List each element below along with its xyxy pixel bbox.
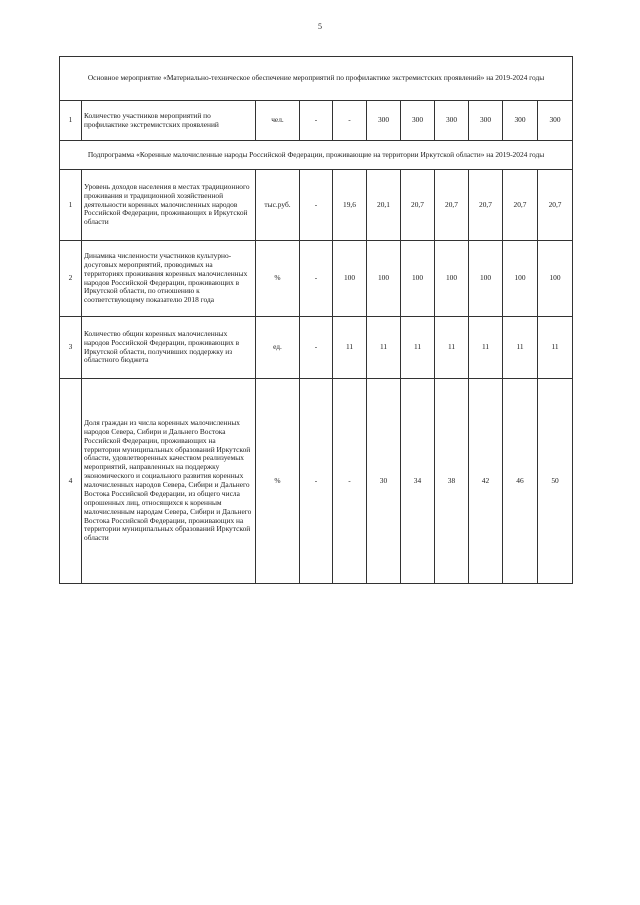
indicator-name: Количество участников мероприятий по профилактике экстремистских проявлений	[82, 101, 256, 141]
value-cell: 100	[538, 241, 573, 317]
value-cell: 100	[469, 241, 503, 317]
value-cell: 11	[503, 317, 538, 379]
section-row	[60, 57, 573, 101]
page-number: 5	[318, 22, 322, 31]
section-row	[60, 141, 573, 170]
indicators-table	[59, 56, 573, 584]
value-cell: 300	[503, 101, 538, 141]
value-cell: 11	[435, 317, 469, 379]
table-row	[60, 241, 573, 317]
row-number: 1	[60, 101, 82, 141]
table-row	[60, 101, 573, 141]
value-cell: 11	[469, 317, 503, 379]
table-row	[60, 379, 573, 584]
value-cell: 300	[469, 101, 503, 141]
value-cell: 100	[367, 241, 401, 317]
value-cell: 300	[538, 101, 573, 141]
value-cell: 300	[367, 101, 401, 141]
value-cell: 30	[367, 379, 401, 584]
row-number: 1	[60, 170, 82, 241]
unit-cell: %	[256, 241, 300, 317]
value-cell: 100	[333, 241, 367, 317]
unit-cell: чел.	[256, 101, 300, 141]
value-cell: 20,7	[538, 170, 573, 241]
indicator-name: Динамика численности участников культурно-досуговых мероприятий, проводимых на территориях проживания коренных малочисленных народов Российской Федерации, проживающих в Иркутской области, по отношению к соответствующему показателю 2018 года	[82, 241, 256, 317]
value-cell: -	[300, 170, 333, 241]
value-cell: 20,7	[503, 170, 538, 241]
value-cell: 11	[333, 317, 367, 379]
value-cell: 34	[401, 379, 435, 584]
value-cell: 20,1	[367, 170, 401, 241]
value-cell: 20,7	[401, 170, 435, 241]
value-cell: 300	[435, 101, 469, 141]
value-cell: 300	[401, 101, 435, 141]
value-cell: -	[333, 101, 367, 141]
value-cell: 11	[538, 317, 573, 379]
section-title: Подпрограмма «Коренные малочисленные народы Российской Федерации, проживающие на территории Иркутской области» на 2019-2024 годы	[60, 141, 573, 170]
indicator-name: Уровень доходов населения в местах традиционного проживания и традиционной хозяйственной деятельности коренных малочисленных народов Российской Федерации, проживающих в Иркутской области	[82, 170, 256, 241]
unit-cell: %	[256, 379, 300, 584]
value-cell: 11	[401, 317, 435, 379]
value-cell: 100	[503, 241, 538, 317]
value-cell: 19,6	[333, 170, 367, 241]
row-number: 2	[60, 241, 82, 317]
value-cell: 100	[401, 241, 435, 317]
value-cell: 46	[503, 379, 538, 584]
value-cell: 20,7	[435, 170, 469, 241]
indicator-name: Количество общин коренных малочисленных народов Российской Федерации, проживающих в Иркутской области, получивших поддержку из областного бюджета	[82, 317, 256, 379]
value-cell: 100	[435, 241, 469, 317]
value-cell: -	[300, 101, 333, 141]
value-cell: 11	[367, 317, 401, 379]
section-title: Основное мероприятие «Материально-техническое обеспечение мероприятий по профилактике экстремистских проявлений» на 2019-2024 годы	[60, 57, 573, 101]
row-number: 4	[60, 379, 82, 584]
value-cell: 38	[435, 379, 469, 584]
indicator-name: Доля граждан из числа коренных малочисленных народов Севера, Сибири и Дальнего Востока Российской Федерации, проживающих на территории муниципальных образований Иркутской области, удовлетворенных качеством реализуемых мероприятий, направленных на поддержку экономического и социального развития коренных малочисленных народов Севера, Сибири и Дальнего Востока Российской Федерации, из общего числа опрошенных лиц, относящихся к коренным малочисленным народам Севера, Сибири и Дальнего Востока Российской Федерации, проживающих на территории муниципальных образований Иркутской области	[82, 379, 256, 584]
value-cell: 20,7	[469, 170, 503, 241]
value-cell: -	[300, 379, 333, 584]
row-number: 3	[60, 317, 82, 379]
value-cell: -	[300, 241, 333, 317]
table-row	[60, 170, 573, 241]
table-row	[60, 317, 573, 379]
value-cell: 50	[538, 379, 573, 584]
value-cell: -	[333, 379, 367, 584]
value-cell: -	[300, 317, 333, 379]
unit-cell: тыс.руб.	[256, 170, 300, 241]
unit-cell: ед.	[256, 317, 300, 379]
value-cell: 42	[469, 379, 503, 584]
